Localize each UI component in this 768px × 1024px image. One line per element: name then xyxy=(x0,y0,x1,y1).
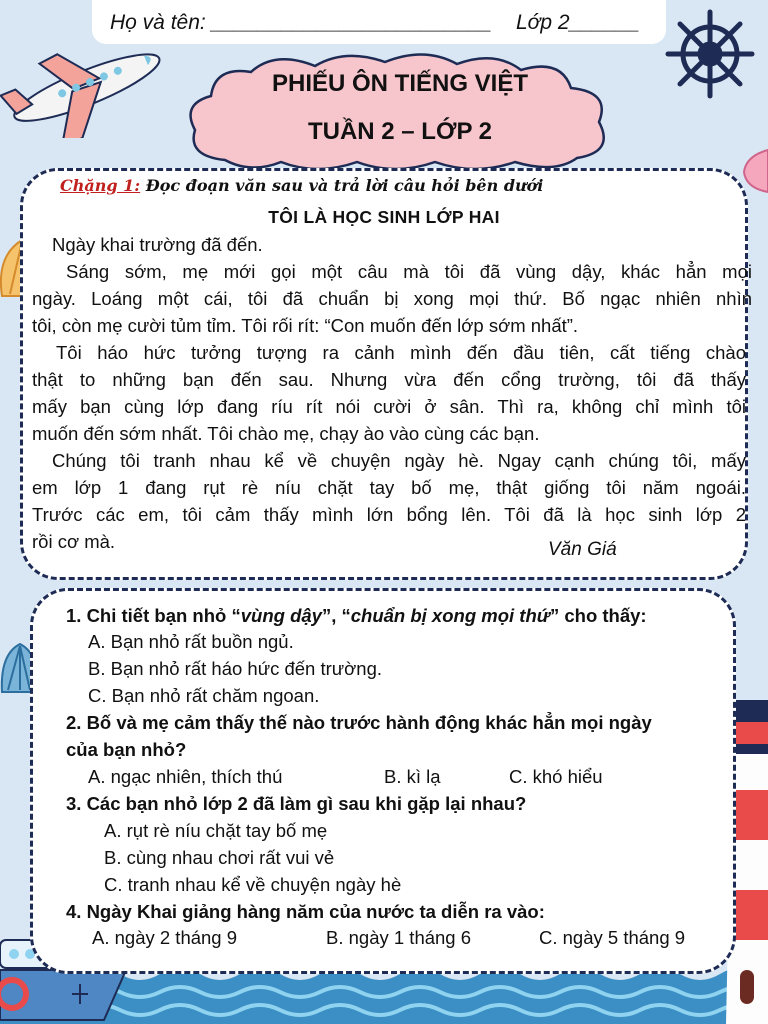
answer-option[interactable]: A. rụt rè níu chặt tay bố mẹ xyxy=(104,820,328,841)
section-instruction xyxy=(60,176,543,195)
answer-option[interactable]: B. kì lạ xyxy=(384,766,441,787)
passage-line: ngày. Loáng một cái, tôi đã chuẩn bị xong mọi thứ. Bố ngạc nhiên nhìn xyxy=(32,288,752,309)
ship-wheel-icon xyxy=(664,8,756,100)
passage-line: mấy bạn cùng lớp đang ríu rít nói cười ở sân. Thì ra, không chỉ mình tôi xyxy=(32,396,746,417)
answer-option[interactable]: A. ngày 2 tháng 9 xyxy=(92,927,238,948)
question-text: ”, “ xyxy=(321,605,351,626)
author-name: Văn Giá xyxy=(548,539,617,560)
passage-line: em lớp 1 đang rụt rè níu chặt tay bố mẹ, thật giống tôi năm ngoái. xyxy=(32,477,746,498)
answer-option[interactable]: C. ngày 5 tháng 9 xyxy=(539,927,686,948)
title-cloud xyxy=(185,52,615,172)
answer-option[interactable]: B. ngày 1 tháng 6 xyxy=(326,927,472,948)
question-1 xyxy=(66,602,647,629)
passage-line: muốn đến sớm nhất. Tôi chào mẹ, chạy ào vào cùng các bạn. xyxy=(32,423,540,444)
passage-line: Trước các em, tôi cảm thấy mình lớn bổng lên. Tôi đã là học sinh lớp 2 xyxy=(32,504,746,525)
passage-line: Tôi háo hức tưởng tượng ra cảnh mình đến đầu tiên, cất tiếng chào xyxy=(56,342,746,363)
question-quote: vùng dậy xyxy=(240,605,322,626)
question-3: 3. Các bạn nhỏ lớp 2 đã làm gì sau khi gặp lại nhau? xyxy=(66,793,527,814)
question-2: 2. Bố và mẹ cảm thấy thế nào trước hành động khác hẳn mọi ngày xyxy=(66,712,652,733)
question-4: 4. Ngày Khai giảng hàng năm của nước ta diễn ra vào: xyxy=(66,901,545,922)
passage-line: tôi, còn mẹ cười tủm tỉm. Tôi rối rít: “Con muốn đến lớp sớm nhất”. xyxy=(32,315,579,336)
passage-line: Sáng sớm, mẹ mới gọi một câu mà tôi đã vùng dậy, khác hẳn mọi xyxy=(66,261,752,282)
name-bar xyxy=(92,0,666,44)
passage-line: thật to những bạn đến sau. Nhưng vừa đến cổng trường, tôi đã thấy xyxy=(32,369,746,390)
seashell-icon xyxy=(740,146,768,194)
answer-option[interactable]: C. Bạn nhỏ rất chăm ngoan. xyxy=(88,685,320,706)
page-title-line1: PHIẾU ÔN TIẾNG VIỆT xyxy=(271,70,529,97)
answer-option[interactable]: B. Bạn nhỏ rất háo hức đến trường. xyxy=(88,658,383,679)
page-title-line2: TUẦN 2 – LỚP 2 xyxy=(307,118,493,145)
answer-option[interactable]: A. Bạn nhỏ rất buồn ngủ. xyxy=(88,631,294,652)
question-2-cont: của bạn nhỏ? xyxy=(66,739,187,760)
question-quote: chuẩn bị xong mọi thứ xyxy=(350,605,550,626)
question-text: 1. Chi tiết bạn nhỏ “ xyxy=(66,605,241,626)
passage-line: Ngày khai trường đã đến. xyxy=(52,234,263,255)
passage-title: TÔI LÀ HỌC SINH LỚP HAI xyxy=(268,207,500,227)
student-name-field[interactable]: Họ và tên: ________________________ xyxy=(110,11,492,34)
section-number: Chặng 1: xyxy=(60,176,141,195)
answer-option[interactable]: C. khó hiểu xyxy=(509,766,603,787)
passage-line: Chúng tôi tranh nhau kể về chuyện ngày hè. Ngay cạnh chúng tôi, mấy xyxy=(52,450,746,471)
answer-option[interactable]: A. ngạc nhiên, thích thú xyxy=(88,766,283,787)
section-instruction-text: Đọc đoạn văn sau và trả lời câu hỏi bên dưới xyxy=(140,176,544,195)
answer-option[interactable]: B. cùng nhau chơi rất vui vẻ xyxy=(104,847,335,868)
class-field[interactable]: Lớp 2______ xyxy=(516,11,640,34)
passage-line: rồi cơ mà. xyxy=(32,531,116,552)
answer-option[interactable]: C. tranh nhau kể về chuyện ngày hè xyxy=(104,874,402,895)
question-text: ” cho thấy: xyxy=(549,605,647,626)
